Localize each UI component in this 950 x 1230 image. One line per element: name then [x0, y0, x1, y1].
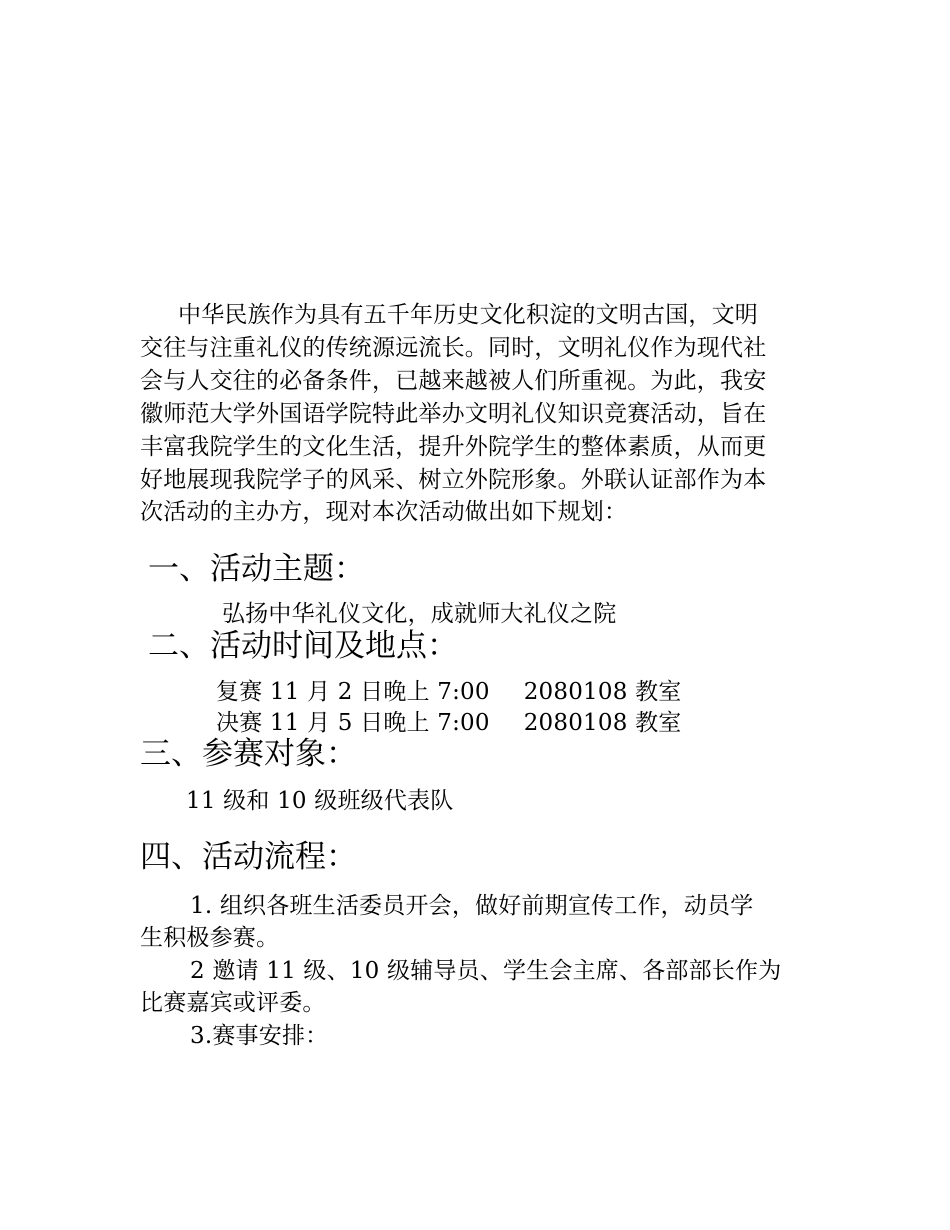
schedule-row [216, 677, 681, 707]
process-line: 3.赛事安排： [190, 1023, 329, 1049]
intro-line: 会与人交往的必备条件，已越来越被人们所重视。为此，我安 [140, 368, 767, 394]
theme-content: 弘扬中华礼仪文化，成就师大礼仪之院 [222, 601, 617, 627]
intro-line: 好地展现我院学子的风采、树立外院形象。外联认证部作为本 [140, 467, 767, 493]
intro-line: 徽师范大学外国语学院特此举办文明礼仪知识竞赛活动，旨在 [140, 401, 767, 427]
process-line: 比赛嘉宾或评委。 [140, 990, 326, 1016]
schedule-event: 复赛 11 月 2 日晚上 7:00 [216, 679, 490, 705]
process-line: 1. 组织各班生活委员开会，做好前期宣传工作，动员学 [190, 893, 754, 919]
schedule-row [216, 708, 681, 738]
intro-line: 次活动的主办方，现对本次活动做出如下规划： [140, 499, 628, 525]
intro-line: 中华民族作为具有五千年历史文化积淀的文明古国，文明 [178, 302, 758, 328]
intro-line: 丰富我院学生的文化生活，提升外院学生的整体素质，从而更 [140, 434, 767, 460]
participants-content: 11 级和 10 级班级代表队 [186, 788, 454, 814]
section-heading-theme: 一、活动主题： [148, 551, 365, 587]
section-heading-participants: 三、参赛对象： [140, 736, 357, 772]
schedule-place: 2080108 教室 [523, 710, 682, 736]
schedule-event: 决赛 11 月 5 日晚上 7:00 [216, 710, 490, 736]
process-line: 2 邀请 11 级、10 级辅导员、学生会主席、各部部长作为 [190, 958, 782, 984]
section-heading-process: 四、活动流程： [140, 839, 357, 875]
intro-line: 交往与注重礼仪的传统源远流长。同时，文明礼仪作为现代社 [140, 335, 767, 361]
schedule-place: 2080108 教室 [523, 679, 682, 705]
process-line: 生积极参赛。 [140, 925, 280, 951]
section-heading-time-place: 二、活动时间及地点： [148, 628, 458, 664]
